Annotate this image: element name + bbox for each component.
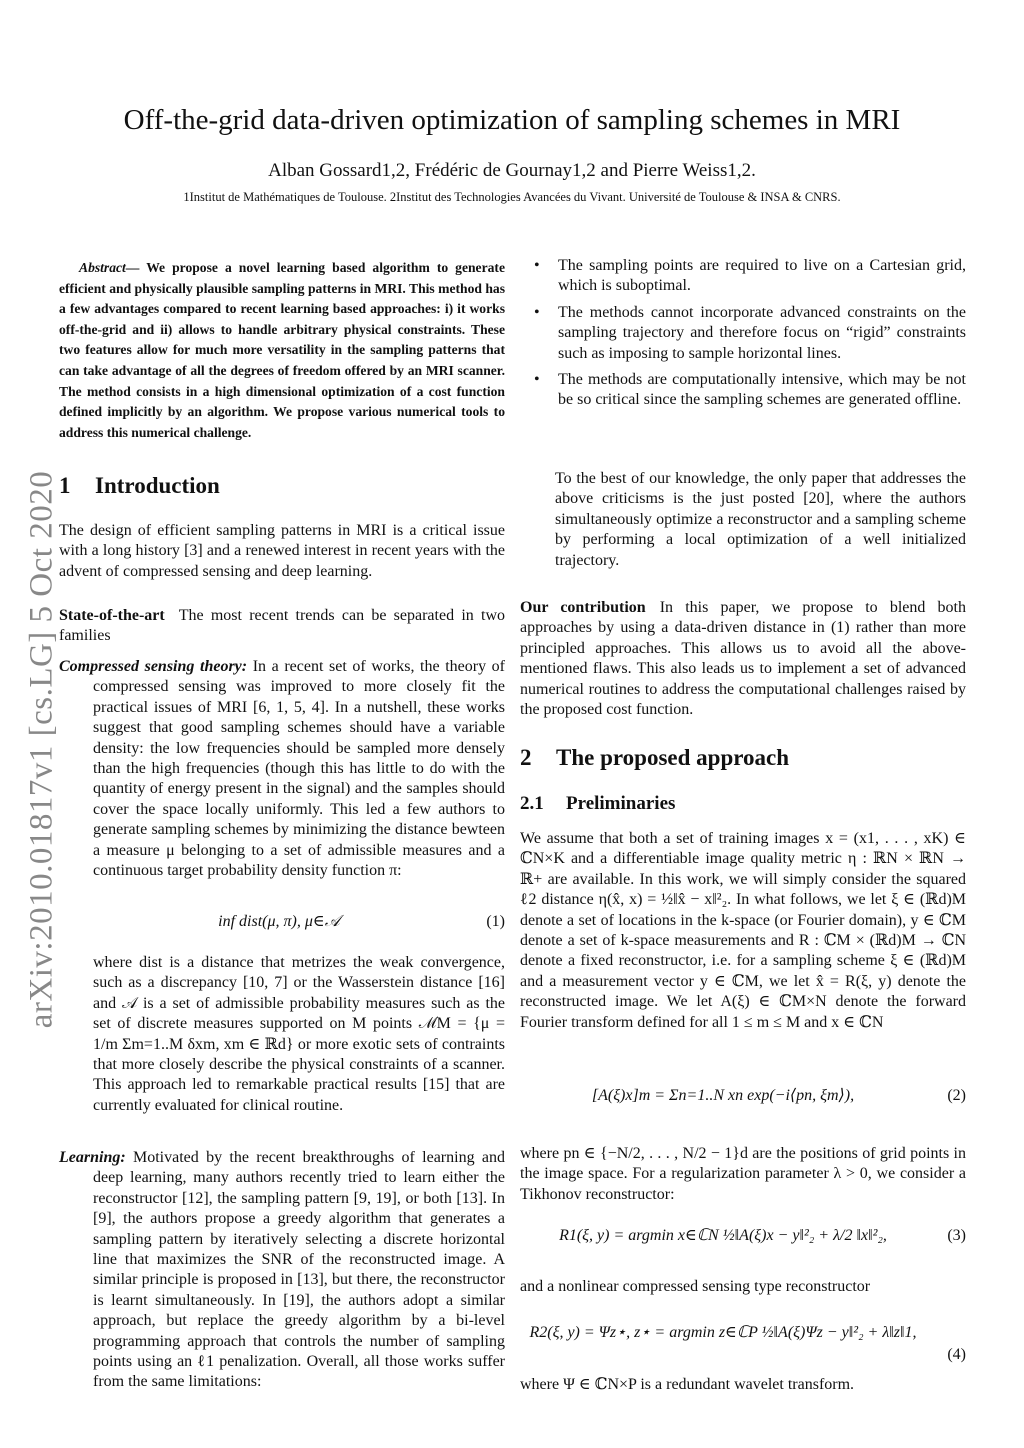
equation-3-expr: R1(ξ, y) = argmin x∈ℂN ½‖A(ξ)x − y‖²₂ + λ/2 ‖x‖²₂, — [559, 1227, 887, 1244]
grid-points-text: where pn ∈ {−N/2, . . . , N/2 − 1}d are the positions of grid points in the image space. For a regularization parameter λ > 0, we consider a Tikhonov reconstructor: — [520, 1145, 966, 1203]
subsection-number: 2.1 — [520, 793, 544, 814]
intro-text: The design of efficient sampling patterns in MRI is a critical issue with a long history [3] and a renewed interest in recent years with the advent of compressed sensing and deep learning. — [59, 522, 505, 580]
preliminaries-paragraph — [520, 829, 966, 1033]
cs-text: In a recent set of works, the theory of compressed sensing was improved to more closely fit the practical issues of MRI [6, 1, 5, 4]. In a nutshell, these works suggest that good sampling schemes should have a variable density: the low frequencies should be sampled more densely than the high frequencies (though this has little to do with the quantity of energy present in the signal) and the samples should cover the space locally uniformly. This led a few authors to generate sampling schemes by minimizing the distance bewteen a measure μ belonging to a set of admissible measures and a continuous target probability density function π: — [93, 658, 506, 880]
sota-text: The most recent trends can be separated in two families — [59, 607, 505, 645]
equation-3-number: (3) — [947, 1227, 966, 1244]
subsection-2-1-heading — [520, 794, 966, 814]
equation-3 — [520, 1226, 966, 1246]
sota-paragraph — [59, 606, 505, 647]
author-list: Alban Gossard1,2, Frédéric de Gournay1,2 and Pierre Weiss1,2. — [268, 160, 756, 181]
contribution-text: In this paper, we propose to blend both approaches by using a data-driven distance in (1) rather than more principled approaches. This allows us to avoid all the above-mentioned flaws. This also leads us to implement a set of advanced numerical routines to address the computational challenges raised by the proposed cost function. — [520, 599, 967, 719]
affiliations: 1Institut de Mathématiques de Toulouse. 2Institut des Technologies Avancées du Vivant. Université de Toulouse & INSA & CNRS. — [183, 190, 841, 204]
section-number: 2 — [520, 745, 532, 770]
grid-points-paragraph — [520, 1144, 966, 1205]
related-work-paragraph — [555, 469, 966, 571]
limitations-list — [520, 256, 966, 411]
abstract-text: We propose a novel learning based algorithm to generate efficient and physically plausible sampling patterns in MRI. This method has a few advantages compared to recent learning based approaches: i) it works off-the-grid and ii) allows to handle arbitrary physical constraints. These two features allow for much more versatility in the sampling patterns that can take advantage of all the degrees of freedom offered by an MRI scanner. The method consists in a high dimensional optimization of a cost function defined implicitly by an algorithm. We propose various numerical tools to address this numerical challenge. — [59, 260, 505, 440]
learning-text: Motivated by the recent breakthroughs of learning and deep learning, many authors recently tried to learn either the reconstructor [12], the sampling pattern [9, 19], or both [13]. In [9], the authors propose a greedy algorithm that generates a sampling pattern by iteratively selecting a discrete horizontal line that maximizes the SNR of the reconstructed image. A similar principle is proposed in [13], but there, the reconstructor is learnt simultaneously. In [19], the authors adopt a similar approach, but replace the greedy algorithm by a bi-level programming approach that controls the number of sampling points using an ℓ1 penalization. Overall, all those works suffer from the same limitations: — [93, 1149, 506, 1391]
section-2-heading — [520, 745, 966, 770]
related-work-text: To the best of our knowledge, the only paper that addresses the above criticisms is the just posted [20], where the authors simultaneously optimize a reconstructor and a sampling scheme by performing a local optimization of a well initialized trajectory. — [555, 470, 966, 569]
subsection-title: Preliminaries — [566, 793, 676, 814]
paper-title: Off-the-grid data-driven optimization of sampling schemes in MRI — [123, 104, 901, 136]
equation-2 — [520, 1086, 966, 1106]
cs-text-continued: where dist is a distance that metrizes the weak convergence, such as a discrepancy [10, 7] or the Wasserstein distance [16] and 𝒜 is a set of admissible probability measures such as the set of discrete measures supported on M points ℳM = {μ = 1/m Σm=1..M δxm, xm ∈ ℝd} or more exotic sets of contraints that more closely describe the physical constraints of a scanner. This approach led to remarkable practical results [15] that are currently evaluated for clinical routine. — [93, 954, 505, 1114]
nonlinear-text: and a nonlinear compressed sensing type reconstructor — [520, 1278, 871, 1295]
section-number: 1 — [59, 473, 71, 498]
cs-heading: Compressed sensing theory: — [59, 658, 248, 675]
contribution-paragraph — [520, 598, 966, 720]
wavelet-text: where Ψ ∈ ℂN×P is a redundant wavelet transform. — [520, 1376, 855, 1393]
wavelet-paragraph — [520, 1375, 966, 1395]
cs-item-continued — [59, 953, 505, 1116]
list-item: • The sampling points are required to live on a Cartesian grid, which is suboptimal. — [534, 257, 966, 295]
nonlinear-paragraph — [520, 1277, 966, 1297]
section-title: Introduction — [95, 473, 220, 498]
equation-2-number: (2) — [947, 1087, 966, 1104]
equation-2-expr: [A(ξ)x]m = Σn=1..N xn exp(−i⟨pn, ξm⟩), — [591, 1087, 855, 1104]
cs-item — [59, 657, 505, 881]
section-title: The proposed approach — [556, 745, 790, 770]
intro-paragraph — [59, 521, 505, 582]
preliminaries-text: We assume that both a set of training images x = (x1, . . . , xK) ∈ ℂN×K and a differentiable image quality metric η : ℝN × ℝN → ℝ+ are available. In this work, we will simply consider the squared ℓ2 distance η(x̂, x) = ½‖x̂ − x‖²₂. In what follows, we let ξ ∈ (ℝd)M denote a set of locations in the k-space (or Fourier domain), y ∈ ℂM denote a set of k-space measurements and R : ℂM × (ℝd)M → ℂN denote a fixed reconstructor, i.e. for a sampling scheme ξ ∈ (ℝd)M and a measurement vector y ∈ ℂM, we let x̂ = R(ξ, y) denote the reconstructed image. We let A(ξ) ∈ ℂM×N denote the forward Fourier transform defined for all 1 ≤ m ≤ M and x ∈ ℂN — [520, 830, 966, 1031]
equation-4-number: (4) — [947, 1346, 966, 1363]
abstract — [59, 258, 505, 443]
equation-1-number: (1) — [486, 913, 505, 930]
list-item: • The methods cannot incorporate advanced constraints on the sampling trajectory and therefore focus on “rigid” constraints such as imposing to sample horizontal lines. — [534, 303, 966, 362]
equation-1-expr: inf dist(μ, π), μ∈𝒜 — [218, 913, 340, 930]
abstract-label: Abstract— — [79, 260, 140, 275]
list-item: • The methods are computationally intensive, which may be not be so critical since the sampling schemes are generated offline. — [534, 371, 966, 409]
contribution-heading: Our contribution — [520, 599, 646, 616]
section-1-heading — [59, 473, 505, 498]
sota-heading: State-of-the-art — [59, 607, 165, 624]
arxiv-stamp: arXiv:2010.01817v1 [cs.LG] 5 Oct 2020 — [23, 470, 60, 1029]
learning-item — [59, 1148, 505, 1393]
equation-1 — [59, 912, 505, 932]
equation-4-expr: R2(ξ, y) = Ψz⋆, z⋆ = argmin z∈ℂP ½‖A(ξ)Ψz − y‖²₂ + λ‖z‖1, — [529, 1324, 917, 1341]
learning-heading: Learning: — [59, 1149, 126, 1166]
equation-4 — [520, 1323, 966, 1365]
